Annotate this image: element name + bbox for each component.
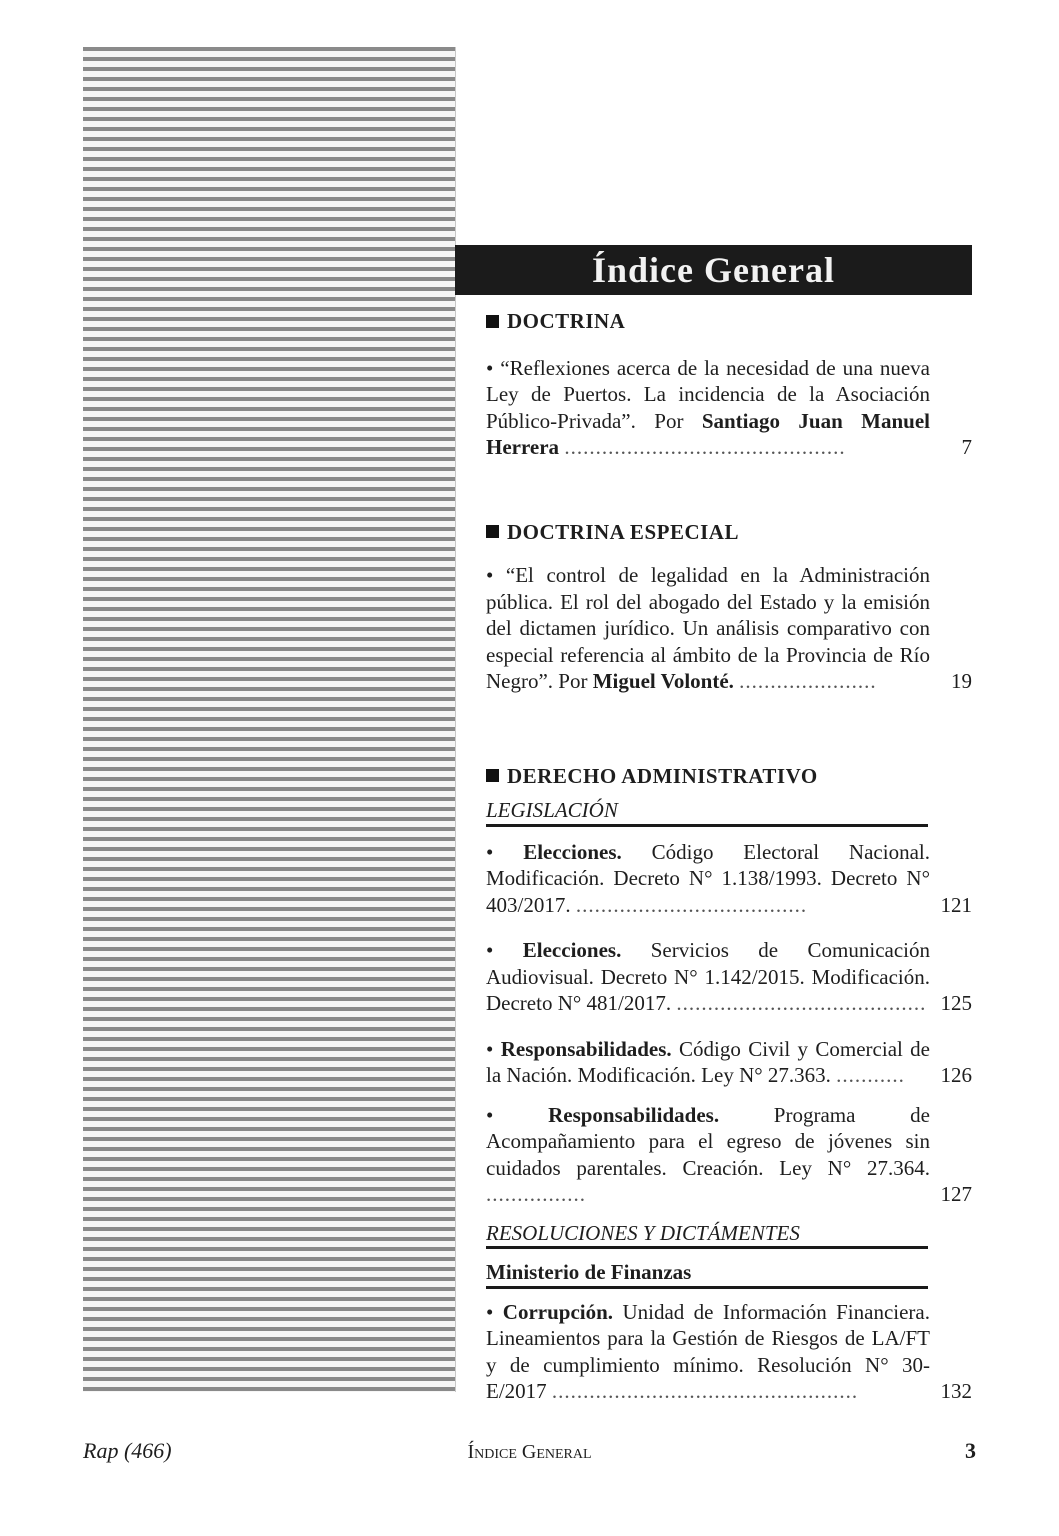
entry-page-number: 7	[961, 435, 972, 459]
toc-entry[interactable]: • Responsabilidades. Programa de Acompañamiento para el egreso de jóvenes sin cuidados parentales. Creación. Ley N° 27.364. ................ 127	[486, 1102, 972, 1206]
index-content	[486, 308, 972, 1405]
entry-page-number: 132	[940, 1379, 972, 1403]
subhead-resoluciones: RESOLUCIONES Y DICTÁMENTES	[486, 1220, 928, 1250]
footer-page-number: 3	[965, 1438, 976, 1463]
toc-entry[interactable]: • Corrupción. Unidad de Información Financiera. Lineamientos para la Gestión de Riesgos de LA/FT y de cumplimiento mínimo. Resolución N° 30-E/2017 ................................................. 132	[486, 1299, 972, 1403]
section-doctrina-especial-heading: DOCTRINA ESPECIAL	[486, 519, 972, 546]
entry-author: Santiago Juan Manuel Herrera	[486, 408, 930, 459]
bullet-square-icon	[486, 315, 499, 328]
bullet-square-icon	[486, 769, 499, 782]
entry-page-number: 127	[940, 1182, 972, 1206]
toc-entry[interactable]: • Responsabilidades. Código Civil y Comercial de la Nación. Modificación. Ley N° 27.363. ........... 126	[486, 1036, 972, 1087]
entry-page-number: 19	[951, 669, 972, 693]
page-title-text: Índice General	[592, 250, 835, 290]
bullet-square-icon	[486, 525, 499, 538]
entry-page-number: 126	[940, 1063, 972, 1087]
subhead-ministerio: Ministerio de Finanzas	[486, 1259, 928, 1289]
toc-entry[interactable]: • Elecciones. Código Electoral Nacional. Modificación. Decreto N° 1.138/1993. Decreto N° 403/2017. ..................................... 121	[486, 839, 972, 917]
entry-page-number: 121	[940, 892, 972, 917]
page-title	[455, 245, 972, 295]
toc-entry[interactable]: • Elecciones. Servicios de Comunicación Audiovisual. Decreto N° 1.142/2015. Modificación. Decreto N° 481/2017. ........................................ 125	[486, 938, 972, 1015]
decorative-striped-panel	[83, 47, 456, 1392]
toc-entry[interactable]: • “Reflexiones acerca de la necesidad de una nueva Ley de Puertos. La incidencia de la Asociación Público-Privada”. Por Santiago Juan Manuel Herrera ............................................. 7	[486, 355, 972, 459]
section-doctrina-heading: DOCTRINA	[486, 308, 972, 335]
toc-entry[interactable]: • “El control de legalidad en la Administración pública. El rol del abogado del Estado y la emisión del dictamen jurídico. Un análisis comparativo con especial referencia al ámbito de la Provincia de Río Negro”. Por Miguel Volonté. ...................... 19	[486, 563, 972, 693]
entry-page-number: 125	[940, 991, 972, 1015]
entry-author: Miguel Volonté.	[592, 669, 734, 693]
subhead-legislacion: LEGISLACIÓN	[486, 797, 928, 827]
section-derecho-administrativo-heading: DERECHO ADMINISTRATIVO	[486, 763, 972, 790]
footer-section-title: Índice General	[467, 1441, 592, 1463]
footer-journal: Rap (466)	[83, 1438, 172, 1463]
